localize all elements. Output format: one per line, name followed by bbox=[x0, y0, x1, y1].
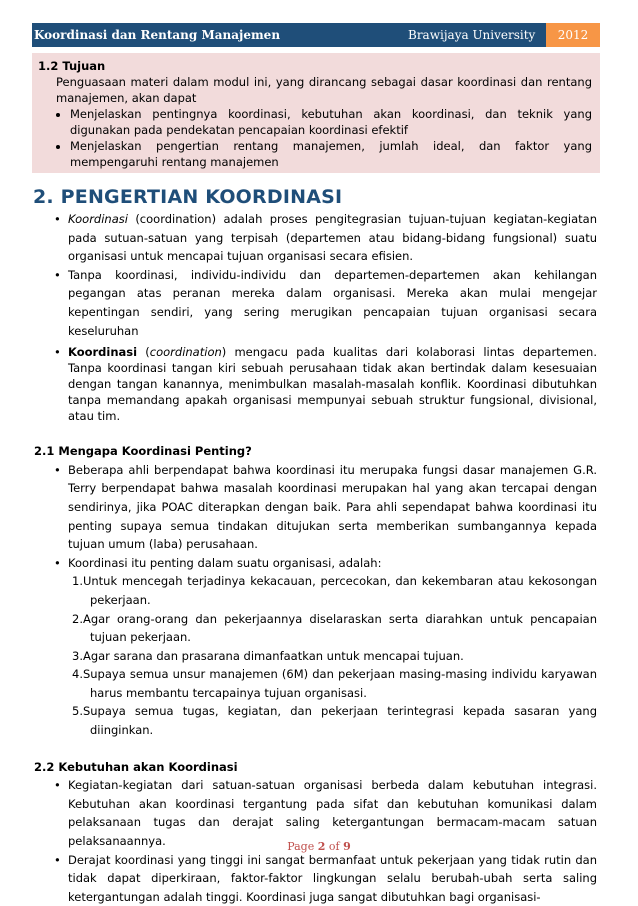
paragraph-derajat-koordinasi bbox=[34, 851, 597, 906]
bullet-glyph: • bbox=[54, 852, 61, 867]
paragraph-text: Tanpa koordinasi, individu-individu dan departemen-departemen akan kehilangan pegangan atas peranan mereka dalam organisasi. Mereka akan mulai mengejar kepentingan sendiri, yang sering merugikan pencapaian tujuan organisasi secara keseluruhan bbox=[68, 267, 597, 338]
numbered-item: 2.Agar orang-orang dan pekerjaannya diselaraskan serta diarahkan untuk pencapaian tujuan pekerjaan. bbox=[72, 611, 597, 645]
bullet-glyph: • bbox=[54, 462, 61, 477]
bullet-glyph: • bbox=[54, 212, 61, 226]
paragraph-ahli-berpendapat bbox=[34, 461, 597, 554]
paragraph-text: Beberapa ahli berpendapat bahwa koordinasi itu merupaka fungsi dasar manajemen G.R. Terry berpendapat bahwa masalah koordinasi merupakan hal yang akan tercapai dengan sendirinya, jika POAC diterapkan dengan baik. Para ahli sependapat bahwa koordinasi itu penting supaya semua tindakan ditujukan serta memberikan sumbangannya kepada tujuan umum (laba) perusahaan. bbox=[68, 462, 597, 552]
tujuan-intro: Penguasaan materi dalam modul ini, yang dirancang sebagai dasar koordinasi dan rentang manajemen, akan dapat bbox=[56, 75, 592, 105]
tujuan-heading: 1.2 Tujuan bbox=[38, 59, 106, 73]
paragraph-text: Kegiatan-kegiatan dari satuan-satuan organisasi berbeda dalam kebutuhan integrasi. Kebutuhan akan koordinasi tergantung pada sifat dan kebutuhan komunikasi dalam pelaksanaan tugas dan derajat saling ketergantungan bermacam-macam satuan pelaksanaannya. bbox=[68, 778, 597, 849]
term-coordination: coordination bbox=[149, 345, 222, 360]
of-word: of bbox=[328, 840, 340, 853]
term-koordinasi: Koordinasi bbox=[68, 212, 128, 226]
tujuan-box bbox=[32, 53, 600, 173]
paragraph-koordinasi-mengacu bbox=[34, 344, 597, 424]
subsection-heading-2-2: 2.2 Kebutuhan akan Koordinasi bbox=[34, 759, 238, 774]
bullet-glyph: • bbox=[54, 267, 61, 282]
paragraph-text: Derajat koordinasi yang tinggi ini sangat bermanfaat untuk pekerjaan yang tidak rutin dan tidak dapat diperkiraan, faktor-faktor lingkungan selalu berubah-ubah serta saling ketergantungan adalah tinggi. Koordinasi juga sangat dibutuhkan bagi organisasi- bbox=[68, 852, 597, 904]
paren-open: ( bbox=[137, 345, 150, 360]
current-page-number: 2 bbox=[317, 840, 326, 853]
page-header bbox=[32, 23, 600, 47]
bullet-glyph: • bbox=[54, 555, 61, 570]
definition-text: (coordination) adalah proses pengitegrasian tujuan-tujuan kegiatan-kegiatan pada sutuan-satuan yang terpisah (departemen atau bidang-bidang fungsional) suatu organisasi untuk mencapai tujuan organisasi secara efisien. bbox=[68, 212, 597, 264]
university-name: Brawijaya University bbox=[408, 28, 536, 42]
paragraph-text: ) mengacu pada kualitas dari kolaborasi lintas departemen. Tanpa koordinasi tangan kiri sebuah perusahaan tidak akan bertindak dalam kesesuaian dengan tangan kanannya, menimbulkan masalah-masalah konflik. Koordinasi dibutuhkan tanpa memandang apakah organisasi mempunyai sebuah struktur fungsional, divisional, atau tim. bbox=[68, 345, 597, 424]
section-title: 2. PENGERTIAN KOORDINASI bbox=[33, 186, 343, 208]
paragraph-text: Koordinasi itu penting dalam suatu organisasi, adalah: bbox=[68, 555, 382, 570]
tujuan-item: • Menjelaskan pentingnya koordinasi, kebutuhan akan koordinasi, dan teknik yang digunakan pada pendekatan pencapaian koordinasi efektif bbox=[70, 106, 592, 138]
main-content bbox=[34, 210, 597, 906]
numbered-item: 4.Supaya semua unsur manajemen (6M) dan pekerjaan masing-masing individu karyawan harus membantu tercapainya tujuan organisasi. bbox=[72, 667, 597, 700]
bullet-glyph: • bbox=[54, 778, 61, 793]
page-word: Page bbox=[287, 840, 315, 853]
paragraph-tanpa-koordinasi bbox=[34, 266, 597, 340]
tujuan-item: • Menjelaskan pengertian rentang manajemen, jumlah ideal, dan faktor yang mempengaruhi rentang manajemen bbox=[70, 138, 592, 170]
subsection-heading-2-1: 2.1 Mengapa Koordinasi Penting? bbox=[34, 444, 252, 459]
numbered-item: 5.Supaya semua tugas, kegiatan, dan pekerjaan terintegrasi kepada sasaran yang diinginkan. bbox=[72, 704, 597, 738]
year-badge: 2012 bbox=[546, 23, 600, 47]
tujuan-list bbox=[38, 106, 592, 170]
numbered-item: 3.Agar sarana dan prasarana dimanfaatkan untuk mencapai tujuan. bbox=[72, 648, 464, 663]
term-koordinasi-bold: Koordinasi bbox=[68, 345, 138, 360]
total-pages: 9 bbox=[343, 840, 351, 853]
bullet-glyph: • bbox=[54, 345, 61, 360]
document-title: Koordinasi dan Rentang Manajemen bbox=[34, 28, 281, 42]
page-footer bbox=[0, 840, 638, 853]
numbered-item: 1.Untuk mencegah terjadinya kekacauan, percecokan, dan kekembaran atau kekosongan pekerjaan. bbox=[72, 574, 597, 607]
paragraph-koordinasi-definition bbox=[34, 210, 597, 266]
paragraph-koordinasi-penting bbox=[34, 554, 597, 573]
